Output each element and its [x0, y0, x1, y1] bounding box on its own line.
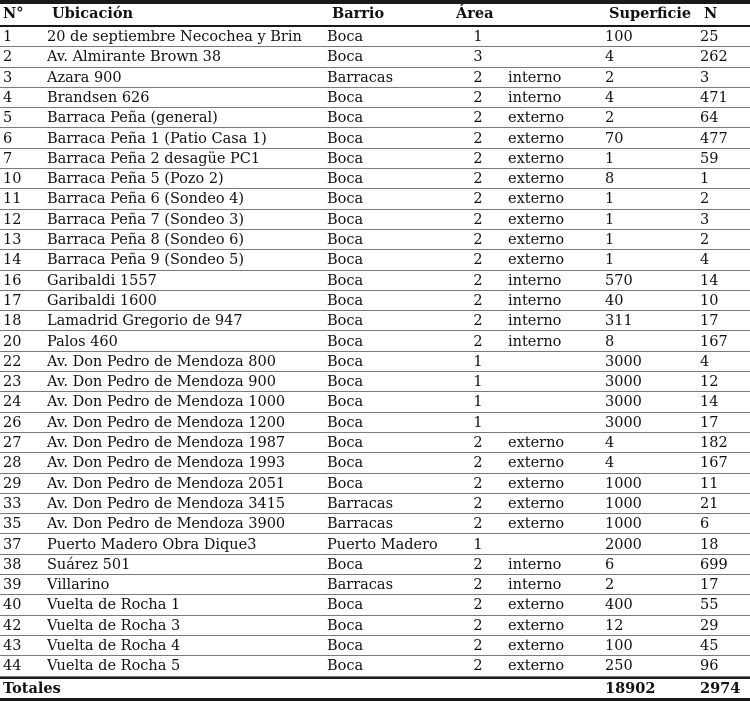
cell-area: 2 — [473, 313, 483, 330]
table-row — [0, 616, 750, 636]
cell-num: 23 — [3, 374, 22, 391]
cell-n: 21 — [700, 495, 719, 512]
cell-ubicacion: Av. Don Pedro de Mendoza 3900 — [47, 516, 286, 533]
cell-area: 2 — [473, 455, 483, 472]
cell-num: 2 — [3, 49, 13, 66]
cell-area: 2 — [473, 89, 483, 106]
cell-ubicacion: Av. Don Pedro de Mendoza 1987 — [47, 435, 286, 451]
cell-num: 3 — [3, 69, 13, 86]
cell-num: 27 — [3, 435, 22, 451]
cell-superficie: 311 — [605, 313, 633, 330]
cell-num: 37 — [3, 536, 22, 553]
cell-ubicacion: Garibaldi 1557 — [47, 272, 157, 289]
cell-superficie: 2000 — [605, 536, 642, 553]
cell-superficie: 70 — [605, 130, 624, 147]
cell-n: 17 — [700, 313, 719, 330]
cell-tipo: externo — [508, 455, 565, 472]
cell-superficie: 1000 — [605, 516, 642, 533]
cell-area: 2 — [473, 69, 483, 86]
cell-superficie: 400 — [605, 597, 633, 614]
cell-n: 12 — [700, 374, 719, 391]
cell-barrio: Boca — [327, 353, 364, 370]
cell-barrio: Boca — [327, 292, 364, 309]
cell-superficie: 12 — [605, 617, 624, 634]
cell-superficie: 4 — [605, 455, 615, 472]
cell-superficie: 100 — [605, 638, 633, 654]
cell-superficie: 100 — [605, 29, 633, 45]
cell-ubicacion: Av. Don Pedro de Mendoza 3415 — [47, 495, 286, 512]
table-row — [0, 88, 750, 108]
cell-n: 45 — [700, 638, 719, 654]
cell-n: 262 — [700, 49, 728, 66]
cell-n: 96 — [700, 658, 719, 675]
cell-n: 11 — [700, 475, 719, 492]
cell-num: 24 — [3, 394, 22, 411]
cell-barrio: Boca — [327, 374, 364, 391]
cell-n: 3 — [700, 211, 710, 228]
cell-ubicacion: Vuelta de Rocha 3 — [47, 617, 181, 634]
table-row — [0, 149, 750, 169]
cell-area: 1 — [473, 414, 483, 431]
cell-n: 6 — [700, 516, 710, 533]
cell-barrio: Boca — [327, 232, 364, 248]
cell-barrio: Boca — [327, 313, 364, 330]
cell-ubicacion: Barraca Peña 8 (Sondeo 6) — [47, 232, 245, 248]
cell-area: 2 — [473, 435, 483, 451]
cell-barrio: Boca — [327, 556, 364, 573]
cell-n: 2 — [700, 232, 710, 248]
cell-ubicacion: Azara 900 — [47, 69, 122, 86]
cell-superficie: 40 — [605, 292, 624, 309]
cell-superficie: 570 — [605, 272, 633, 289]
cell-n: 4 — [700, 252, 710, 269]
table-row — [0, 595, 750, 615]
cell-tipo: externo — [508, 130, 565, 147]
table-row — [0, 108, 750, 128]
cell-barrio: Boca — [327, 171, 364, 188]
cell-num: 42 — [3, 617, 22, 634]
cell-n: 55 — [700, 597, 719, 614]
table-row — [0, 656, 750, 676]
cell-ubicacion: Barraca Peña 2 desagüe PC1 — [47, 150, 261, 167]
table-row — [0, 68, 750, 88]
cell-area: 2 — [473, 110, 483, 127]
cell-num: 38 — [3, 556, 22, 573]
cell-num: 1 — [3, 29, 13, 45]
cell-area: 2 — [473, 272, 483, 289]
cell-barrio: Puerto Madero — [327, 536, 438, 553]
cell-num: 17 — [3, 292, 22, 309]
cell-ubicacion: Puerto Madero Obra Dique3 — [47, 536, 257, 553]
cell-area: 2 — [473, 658, 483, 675]
cell-num: 14 — [3, 252, 22, 269]
cell-barrio: Boca — [327, 638, 364, 654]
cell-ubicacion: Palos 460 — [47, 333, 118, 350]
cell-barrio: Boca — [327, 130, 364, 147]
cell-area: 2 — [473, 171, 483, 188]
cell-ubicacion: Suárez 501 — [47, 556, 131, 573]
cell-ubicacion: Av. Almirante Brown 38 — [47, 49, 222, 66]
table-row — [0, 433, 750, 453]
cell-barrio: Boca — [327, 333, 364, 350]
cell-barrio: Boca — [327, 394, 364, 411]
table-row — [0, 311, 750, 331]
table-row — [0, 413, 750, 433]
table-row — [0, 372, 750, 392]
table-row — [0, 575, 750, 595]
cell-n: 4 — [700, 353, 710, 370]
cell-tipo: externo — [508, 617, 565, 634]
cell-superficie: 2 — [605, 577, 615, 594]
cell-tipo: interno — [508, 313, 562, 330]
cell-n: 182 — [700, 435, 728, 451]
cell-barrio: Boca — [327, 89, 364, 106]
cell-area: 1 — [473, 374, 483, 391]
cell-num: 40 — [3, 597, 22, 614]
cell-tipo: interno — [508, 89, 562, 106]
cell-num: 35 — [3, 516, 22, 533]
cell-num: 43 — [3, 638, 22, 654]
cell-ubicacion: 20 de septiembre Necochea y Brin — [47, 29, 302, 45]
cell-superficie: 1000 — [605, 475, 642, 492]
cell-barrio: Boca — [327, 617, 364, 634]
cell-num: 18 — [3, 313, 22, 330]
cell-area: 2 — [473, 232, 483, 248]
cell-tipo: externo — [508, 516, 565, 533]
cell-barrio: Boca — [327, 211, 364, 228]
cell-area: 2 — [473, 638, 483, 654]
table-row — [0, 555, 750, 575]
cell-area: 2 — [473, 597, 483, 614]
cell-num: 11 — [3, 191, 22, 208]
cell-n: 14 — [700, 272, 719, 289]
cell-barrio: Boca — [327, 414, 364, 431]
totals-label: Totales — [3, 680, 61, 697]
cell-n: 25 — [700, 29, 719, 45]
cell-area: 2 — [473, 556, 483, 573]
header-barrio: Barrio — [332, 5, 385, 22]
cell-num: 33 — [3, 495, 22, 512]
table-header — [0, 4, 750, 24]
table-row — [0, 514, 750, 534]
cell-num: 29 — [3, 475, 22, 492]
cell-n: 59 — [700, 150, 719, 167]
cell-area: 2 — [473, 333, 483, 350]
cell-ubicacion: Brandsen 626 — [47, 89, 150, 106]
cell-superficie: 8 — [605, 171, 615, 188]
cell-superficie: 4 — [605, 89, 615, 106]
cell-ubicacion: Barraca Peña (general) — [47, 110, 218, 127]
cell-superficie: 3000 — [605, 394, 642, 411]
cell-area: 2 — [473, 577, 483, 594]
cell-superficie: 2 — [605, 69, 615, 86]
cell-ubicacion: Barraca Peña 6 (Sondeo 4) — [47, 191, 245, 208]
cell-barrio: Boca — [327, 597, 364, 614]
cell-area: 2 — [473, 130, 483, 147]
cell-area: 1 — [473, 29, 483, 45]
cell-ubicacion: Barraca Peña 7 (Sondeo 3) — [47, 211, 245, 228]
table-row — [0, 352, 750, 372]
totals-superficie: 18902 — [605, 680, 656, 697]
header-n: N — [704, 5, 718, 22]
table-row — [0, 230, 750, 250]
cell-tipo: externo — [508, 171, 565, 188]
cell-barrio: Boca — [327, 150, 364, 167]
table-row — [0, 27, 750, 47]
cell-ubicacion: Av. Don Pedro de Mendoza 1200 — [47, 414, 286, 431]
cell-area: 2 — [473, 516, 483, 533]
header-superficie: Superficie — [609, 5, 692, 22]
table-row — [0, 332, 750, 352]
cell-num: 12 — [3, 211, 22, 228]
cell-n: 1 — [700, 171, 710, 188]
table-row — [0, 210, 750, 230]
totals-n: 2974 — [700, 680, 741, 697]
cell-superficie: 3000 — [605, 414, 642, 431]
cell-barrio: Boca — [327, 191, 364, 208]
cell-ubicacion: Av. Don Pedro de Mendoza 900 — [47, 374, 276, 391]
cell-superficie: 8 — [605, 333, 615, 350]
cell-ubicacion: Lamadrid Gregorio de 947 — [47, 313, 243, 330]
cell-area: 1 — [473, 353, 483, 370]
cell-superficie: 1000 — [605, 495, 642, 512]
cell-tipo: externo — [508, 597, 565, 614]
table-row — [0, 636, 750, 656]
cell-n: 14 — [700, 394, 719, 411]
cell-barrio: Boca — [327, 658, 364, 675]
cell-tipo: interno — [508, 577, 562, 594]
cell-barrio: Barracas — [327, 577, 394, 594]
cell-ubicacion: Vuelta de Rocha 4 — [47, 638, 181, 654]
cell-tipo: externo — [508, 110, 565, 127]
cell-tipo: externo — [508, 435, 565, 451]
table-row — [0, 535, 750, 555]
cell-num: 7 — [3, 150, 13, 167]
table-row — [0, 189, 750, 209]
cell-num: 22 — [3, 353, 22, 370]
cell-num: 5 — [3, 110, 13, 127]
cell-barrio: Barracas — [327, 69, 394, 86]
cell-num: 13 — [3, 232, 22, 248]
cell-tipo: externo — [508, 475, 565, 492]
cell-superficie: 1 — [605, 150, 615, 167]
cell-tipo: interno — [508, 292, 562, 309]
cell-superficie: 1 — [605, 232, 615, 248]
cell-n: 29 — [700, 617, 719, 634]
cell-ubicacion: Garibaldi 1600 — [47, 292, 157, 309]
cell-n: 17 — [700, 577, 719, 594]
cell-superficie: 3000 — [605, 374, 642, 391]
cell-superficie: 1 — [605, 252, 615, 269]
cell-barrio: Boca — [327, 110, 364, 127]
cell-area: 2 — [473, 292, 483, 309]
cell-tipo: externo — [508, 150, 565, 167]
table-row — [0, 474, 750, 494]
table-row — [0, 271, 750, 291]
cell-superficie: 4 — [605, 49, 615, 66]
cell-barrio: Barracas — [327, 516, 394, 533]
cell-barrio: Boca — [327, 29, 364, 45]
table-row — [0, 169, 750, 189]
cell-ubicacion: Barraca Peña 9 (Sondeo 5) — [47, 252, 245, 269]
cell-num: 26 — [3, 414, 22, 431]
cell-superficie: 2 — [605, 110, 615, 127]
cell-tipo: externo — [508, 658, 565, 675]
table-row — [0, 47, 750, 67]
cell-ubicacion: Av. Don Pedro de Mendoza 1000 — [47, 394, 286, 411]
cell-n: 2 — [700, 191, 710, 208]
cell-n: 10 — [700, 292, 719, 309]
cell-tipo: externo — [508, 252, 565, 269]
cell-barrio: Boca — [327, 475, 364, 492]
cell-area: 2 — [473, 495, 483, 512]
cell-tipo: externo — [508, 495, 565, 512]
cell-n: 699 — [700, 556, 728, 573]
table-row — [0, 291, 750, 311]
cell-superficie: 250 — [605, 658, 633, 675]
cell-tipo: interno — [508, 69, 562, 86]
cell-num: 16 — [3, 272, 22, 289]
cell-n: 167 — [700, 333, 728, 350]
cell-superficie: 3000 — [605, 353, 642, 370]
cell-num: 44 — [3, 658, 22, 675]
cell-area: 2 — [473, 475, 483, 492]
cell-ubicacion: Av. Don Pedro de Mendoza 2051 — [47, 475, 286, 492]
cell-num: 39 — [3, 577, 22, 594]
totals-row — [0, 679, 750, 699]
table-row — [0, 453, 750, 473]
table-row — [0, 392, 750, 412]
cell-n: 477 — [700, 130, 728, 147]
cell-ubicacion: Vuelta de Rocha 1 — [47, 597, 181, 614]
cell-area: 2 — [473, 191, 483, 208]
cell-superficie: 1 — [605, 211, 615, 228]
cell-ubicacion: Barraca Peña 1 (Patio Casa 1) — [47, 130, 267, 147]
cell-tipo: externo — [508, 638, 565, 654]
table-row — [0, 494, 750, 514]
cell-num: 28 — [3, 455, 22, 472]
cell-num: 10 — [3, 171, 22, 188]
cell-n: 167 — [700, 455, 728, 472]
cell-barrio: Boca — [327, 455, 364, 472]
cell-superficie: 6 — [605, 556, 615, 573]
cell-barrio: Boca — [327, 435, 364, 451]
cell-ubicacion: Villarino — [47, 577, 110, 594]
cell-num: 4 — [3, 89, 13, 106]
table-row — [0, 250, 750, 270]
header-area: Área — [456, 5, 494, 22]
cell-tipo: interno — [508, 556, 562, 573]
cell-barrio: Boca — [327, 49, 364, 66]
cell-area: 1 — [473, 536, 483, 553]
cell-tipo: interno — [508, 333, 562, 350]
cell-area: 1 — [473, 394, 483, 411]
cell-n: 471 — [700, 89, 728, 106]
cell-ubicacion: Av. Don Pedro de Mendoza 1993 — [47, 455, 286, 472]
cell-tipo: externo — [508, 232, 565, 248]
cell-area: 2 — [473, 211, 483, 228]
cell-superficie: 4 — [605, 435, 615, 451]
cell-n: 64 — [700, 110, 719, 127]
cell-tipo: interno — [508, 272, 562, 289]
cell-area: 2 — [473, 617, 483, 634]
cell-barrio: Boca — [327, 272, 364, 289]
cell-tipo: externo — [508, 211, 565, 228]
header-ubicacion: Ubicación — [52, 5, 134, 22]
cell-ubicacion: Vuelta de Rocha 5 — [47, 658, 181, 675]
cell-ubicacion: Av. Don Pedro de Mendoza 800 — [47, 353, 276, 370]
table-row — [0, 129, 750, 149]
cell-barrio: Boca — [327, 252, 364, 269]
cell-n: 17 — [700, 414, 719, 431]
cell-superficie: 1 — [605, 191, 615, 208]
cell-barrio: Barracas — [327, 495, 394, 512]
cell-n: 18 — [700, 536, 719, 553]
cell-n: 3 — [700, 69, 710, 86]
cell-area: 2 — [473, 150, 483, 167]
cell-tipo: externo — [508, 191, 565, 208]
header-num: N° — [3, 5, 24, 22]
cell-num: 6 — [3, 130, 13, 147]
cell-ubicacion: Barraca Peña 5 (Pozo 2) — [47, 171, 224, 188]
cell-area: 3 — [473, 49, 483, 66]
cell-area: 2 — [473, 252, 483, 269]
cell-num: 20 — [3, 333, 22, 350]
